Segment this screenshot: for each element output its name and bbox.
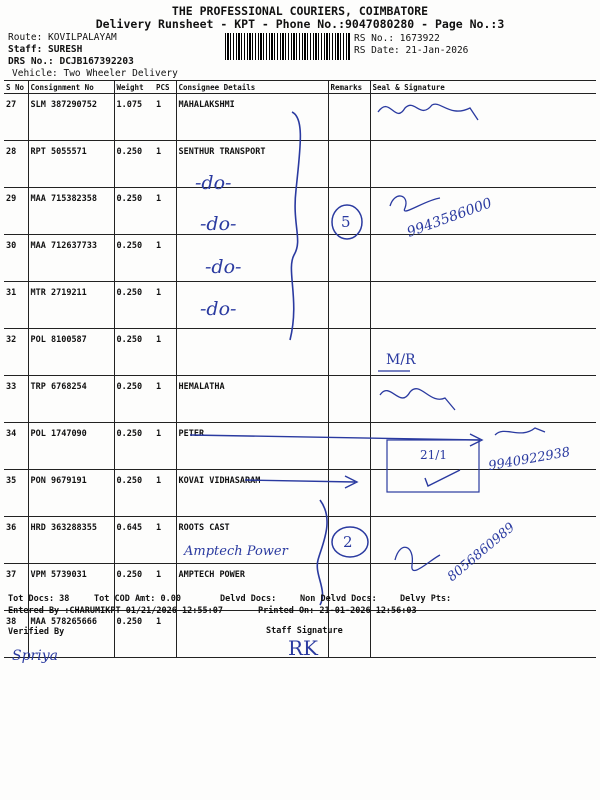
cell-weight: 0.250 [114, 235, 154, 282]
cell-weight: 0.250 [114, 141, 154, 188]
cell-sno: 34 [4, 423, 28, 470]
col-sno: S No [4, 81, 28, 94]
cell-consignment: MAA 578265666 [28, 611, 114, 658]
cell-pcs: 1 [154, 611, 176, 658]
cell-weight: 0.250 [114, 470, 154, 517]
handwritten-date: 21/1 [420, 448, 447, 462]
cell-consignee: PETER [176, 423, 328, 470]
delivered-docs: Delvd Docs: [220, 594, 277, 604]
entered-by: Entered By :CHARUMIKPT 01/21/2026 12:55:07 [8, 606, 223, 616]
cell-consignment: MAA 715382358 [28, 188, 114, 235]
cell-consignment: MTR 2719211 [28, 282, 114, 329]
cell-weight: 0.250 [114, 564, 154, 611]
cell-sno: 28 [4, 141, 28, 188]
cell-pcs: 1 [154, 188, 176, 235]
cell-pcs: 1 [154, 470, 176, 517]
cell-pcs: 1 [154, 282, 176, 329]
cell-sno: 31 [4, 282, 28, 329]
cell-sno: 29 [4, 188, 28, 235]
cell-consignment: SLM 387290752 [28, 94, 114, 141]
col-weight: Weight [114, 81, 154, 94]
cell-consignment: PON 9679191 [28, 470, 114, 517]
cell-weight: 0.250 [114, 611, 154, 658]
cell-sno: 35 [4, 470, 28, 517]
cell-pcs: 1 [154, 94, 176, 141]
runsheet-subtitle: Delivery Runsheet - KPT - Phone No.:9047080280 - Page No.:3 [95, 17, 505, 31]
verifier-signature: Spriya [12, 648, 58, 664]
cell-consignee: SENTHUR TRANSPORT [176, 141, 328, 188]
cell-pcs: 1 [154, 423, 176, 470]
staff-label: Staff: SURESH [8, 44, 83, 55]
arrow-line-36 [245, 480, 355, 482]
total-cod: Tot COD Amt: 0.00 [94, 594, 181, 604]
cell-sno: 27 [4, 94, 28, 141]
cell-weight: 1.075 [114, 94, 154, 141]
route-label: Route: KOVILPALAYAM [8, 32, 117, 43]
col-seal-signature: Seal & Signature [370, 81, 596, 94]
bracket-mark-lower [317, 500, 327, 605]
circle-mark-lower [332, 527, 368, 557]
cell-sno: 33 [4, 376, 28, 423]
cell-pcs: 1 [154, 329, 176, 376]
handwritten-phone-1: 9943586000 [404, 195, 495, 241]
cell-weight: 0.250 [114, 188, 154, 235]
cell-sno: 36 [4, 517, 28, 564]
cell-weight: 0.250 [114, 423, 154, 470]
col-consignee: Consignee Details [176, 81, 328, 94]
non-delivered-docs: Non Delvd Docs: [300, 594, 377, 604]
cell-consignment: HRD 363288355 [28, 517, 114, 564]
cell-sno: 32 [4, 329, 28, 376]
handwritten-mr: M/R [386, 352, 416, 368]
circled-count-2: 2 [343, 533, 353, 551]
cell-pcs: 1 [154, 376, 176, 423]
cell-sno: 37 [4, 564, 28, 611]
circled-count-5: 5 [341, 213, 351, 231]
cell-consignment: POL 8100587 [28, 329, 114, 376]
vehicle-label: Vehicle: Two Wheeler Delivery [12, 68, 178, 79]
delivery-points: Delvy Pts: [400, 594, 452, 604]
cell-weight: 0.250 [114, 376, 154, 423]
cell-pcs: 1 [154, 141, 176, 188]
ditto-mark-31: -do- [205, 256, 242, 278]
ditto-mark-32: -do- [200, 298, 237, 320]
cell-consignee: KOVAI VIDHASARAM [176, 470, 328, 517]
cell-consignment: VPM 5739031 [28, 564, 114, 611]
rs-date: RS Date: 21-Jan-2026 [354, 45, 469, 56]
drs-number: DRS No.: DCJB167392203 [8, 56, 134, 67]
signature-row-34 [380, 389, 455, 410]
signature-row-37 [395, 547, 440, 570]
handwritten-consignee-38: Amptech Power [184, 544, 288, 559]
cell-sno: 30 [4, 235, 28, 282]
signature-row-27 [378, 104, 478, 120]
cell-weight: 0.645 [114, 517, 154, 564]
arrow-line-35 [190, 435, 480, 440]
cell-pcs: 1 [154, 235, 176, 282]
handwritten-phone-2: 9940922938 [487, 444, 572, 475]
col-consignment: Consignment No [28, 81, 114, 94]
rs-number: RS No.: 1673922 [354, 33, 440, 44]
cell-consignment: TRP 6768254 [28, 376, 114, 423]
verified-by-label: Verified By [8, 627, 65, 637]
ditto-mark-29: -do- [195, 172, 232, 194]
col-pcs: PCS [154, 81, 176, 94]
cell-weight: 0.250 [114, 282, 154, 329]
circle-mark-upper [332, 205, 362, 239]
cell-consignment: RPT 5055571 [28, 141, 114, 188]
cell-consignment: MAA 712637733 [28, 235, 114, 282]
handwritten-phone-3: 8056860989 [444, 520, 518, 585]
cell-consignment: POL 1747090 [28, 423, 114, 470]
stamp-scribble [425, 470, 460, 486]
printed-on: Printed On: 21-01-2026 12:56:03 [258, 606, 417, 616]
signature-row-35 [495, 428, 545, 435]
col-remarks: Remarks [328, 81, 370, 94]
cell-consignee: MAHALAKSHMI [176, 94, 328, 141]
cell-weight: 0.250 [114, 329, 154, 376]
ditto-mark-30: -do- [200, 213, 237, 235]
cell-consignee: AMPTECH POWER [176, 564, 328, 611]
company-title: THE PROFESSIONAL COURIERS, COIMBATORE [171, 4, 429, 18]
cell-consignee: ROOTS CAST [176, 517, 328, 564]
signature-row-30 [390, 196, 440, 211]
staff-signature-label: Staff Signature [266, 626, 343, 636]
cell-consignee: HEMALATHA [176, 376, 328, 423]
cell-pcs: 1 [154, 517, 176, 564]
cell-sno: 38 [4, 611, 28, 658]
bracket-mark-upper [290, 112, 300, 340]
staff-initials: RK [288, 636, 318, 660]
total-docs: Tot Docs: 38 [8, 594, 70, 604]
cell-pcs: 1 [154, 564, 176, 611]
